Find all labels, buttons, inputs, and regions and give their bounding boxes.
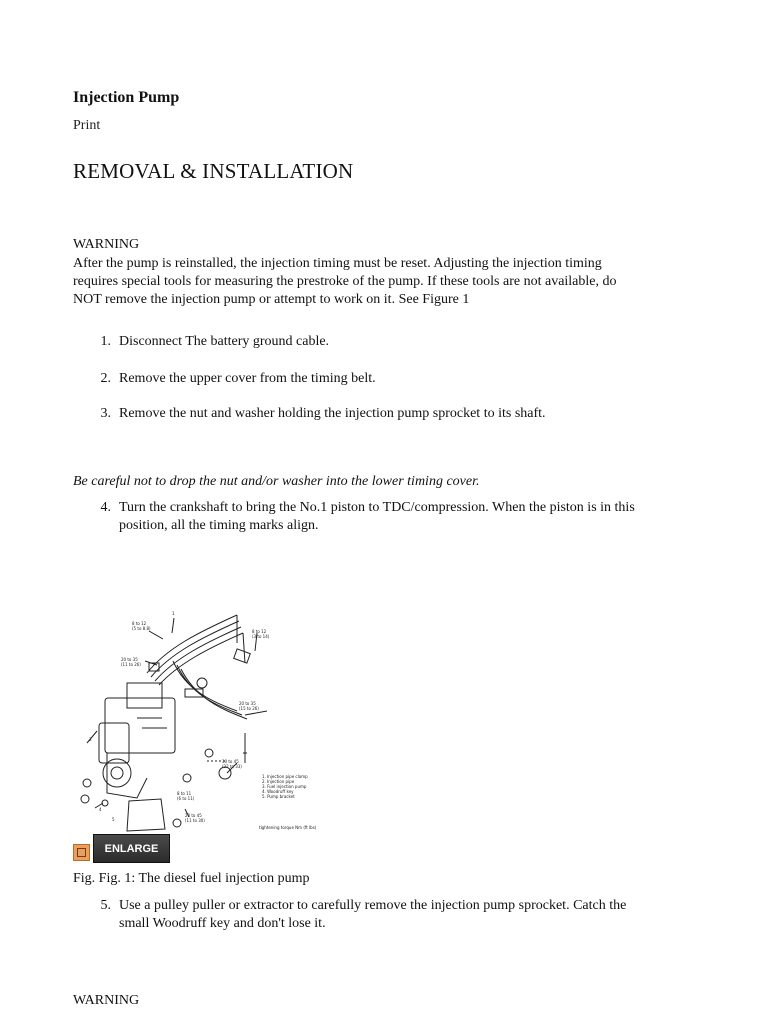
- warning-line: requires special tools for measuring the prestroke of the pump. If these tools are not available, do: [73, 274, 617, 289]
- step-line: Use a pulley puller or extractor to carefully remove the injection pump sprocket. Catch the: [119, 898, 627, 913]
- svg-text:20 to 35: 20 to 35: [121, 657, 138, 662]
- section-heading: REMOVAL & INSTALLATION: [73, 159, 354, 183]
- enlarge-icon[interactable]: [73, 844, 90, 861]
- step-text: Remove the nut and washer holding the injection pump sprocket to its shaft.: [119, 406, 546, 421]
- svg-text:(6 to 11): (6 to 11): [177, 796, 195, 801]
- step-line: position, all the timing marks align.: [119, 518, 319, 533]
- step-text: [119, 897, 739, 933]
- step-number: 4.: [100, 500, 111, 515]
- svg-text:(3 to 14): (3 to 14): [252, 634, 270, 639]
- warning-label: WARNING: [73, 237, 140, 252]
- svg-text:1: 1: [172, 611, 175, 616]
- svg-text:20 to 45: 20 to 45: [185, 813, 202, 818]
- step-text: Disconnect The battery ground cable.: [119, 334, 330, 349]
- step-line: Turn the crankshaft to bring the No.1 piston to TDC/compression. When the piston is in this: [119, 500, 635, 515]
- svg-text:(5 to 8.8): (5 to 8.8): [132, 626, 151, 631]
- legend-item: 4. Woodruff key: [262, 789, 294, 794]
- injection-pump-figure: [77, 603, 337, 835]
- svg-text:(15 to 26): (15 to 26): [239, 706, 259, 711]
- page-title: Injection Pump: [73, 89, 180, 106]
- legend-item: 1. Injection pipe clamp: [262, 774, 308, 779]
- step-number: 2.: [100, 371, 111, 386]
- svg-text:(11 to 30): (11 to 30): [185, 818, 205, 823]
- step-text: Remove the upper cover from the timing belt.: [119, 371, 376, 386]
- svg-text:30 to 45: 30 to 45: [222, 759, 239, 764]
- svg-text:5: 5: [112, 817, 115, 822]
- legend-item: 2. Injection pipe: [262, 779, 295, 784]
- step-number: 1.: [100, 334, 111, 349]
- caution-note: Be careful not to drop the nut and/or washer into the lower timing cover.: [73, 474, 480, 489]
- step-text: [119, 499, 739, 535]
- step-number: 3.: [100, 406, 111, 421]
- print-link[interactable]: Print: [73, 118, 101, 133]
- svg-text:(22 to 33): (22 to 33): [222, 764, 242, 769]
- warning-line: After the pump is reinstalled, the injection timing must be reset. Adjusting the injection timing: [73, 256, 602, 271]
- legend-item: 5. Pump bracket: [262, 794, 295, 799]
- svg-text:3: 3: [89, 737, 92, 742]
- svg-text:20 to 35: 20 to 35: [239, 701, 256, 706]
- svg-text:8 to 11: 8 to 11: [177, 791, 192, 796]
- svg-text:8 to 12: 8 to 12: [252, 629, 267, 634]
- legend-item: 3. Fuel injection pump: [262, 784, 307, 789]
- enlarge-button[interactable]: ENLARGE: [93, 834, 170, 863]
- svg-text:4: 4: [99, 807, 102, 812]
- warning-text: [73, 255, 713, 309]
- step-line: small Woodruff key and don't lose it.: [119, 916, 326, 931]
- torque-label: tightening torque Nm (ft lbs): [259, 825, 317, 830]
- svg-text:(11 to 26): (11 to 26): [121, 662, 141, 667]
- warning-line: NOT remove the injection pump or attempt to work on it. See Figure 1: [73, 292, 470, 307]
- figure-caption: Fig. Fig. 1: The diesel fuel injection pump: [73, 871, 310, 886]
- step-number: 5.: [100, 898, 111, 913]
- warning-label: WARNING: [73, 993, 140, 1008]
- svg-text:8 to 12: 8 to 12: [132, 621, 147, 626]
